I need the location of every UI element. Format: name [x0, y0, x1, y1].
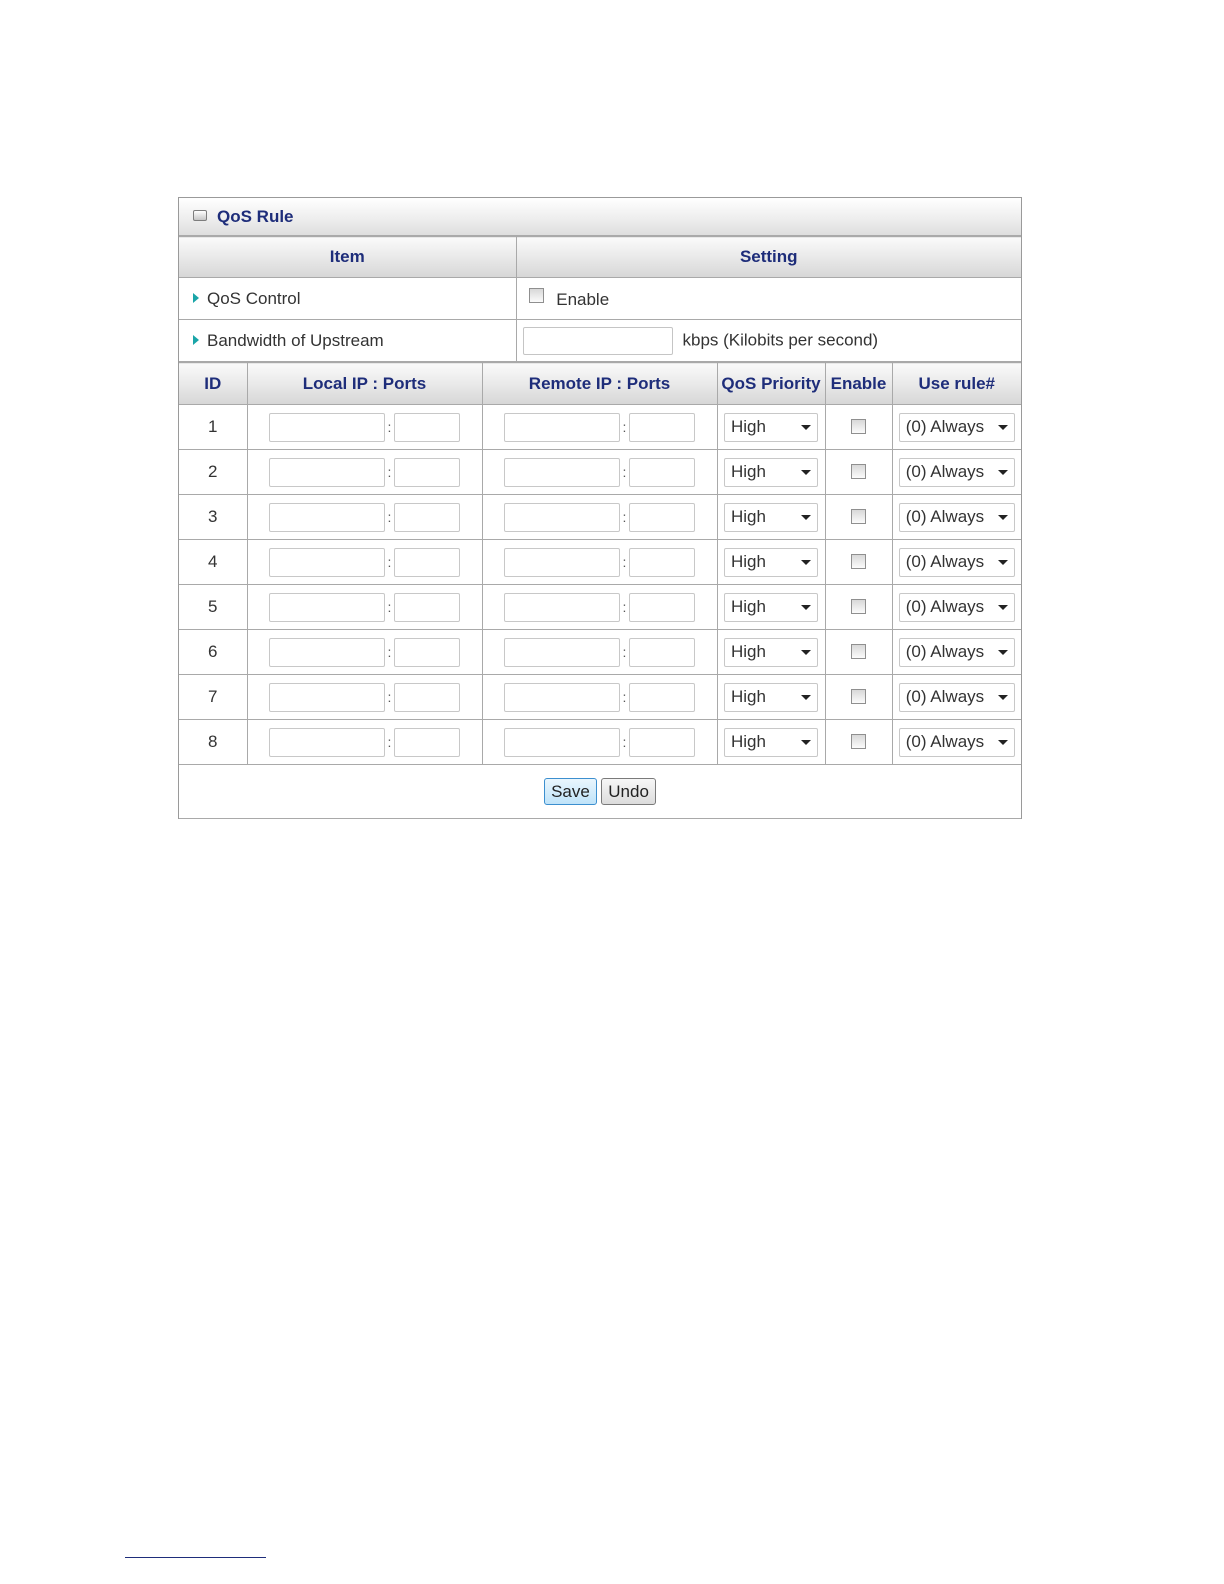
setting-column-header: Setting	[516, 237, 1021, 278]
rule-enable-checkbox[interactable]	[851, 554, 866, 569]
priority-value: High	[731, 552, 766, 571]
rules-table	[179, 362, 1021, 819]
enable-cell	[825, 675, 892, 720]
use-rule-value: (0) Always	[905, 507, 985, 526]
separator-colon: :	[387, 554, 392, 570]
separator-colon: :	[622, 509, 627, 525]
rule-id: 4	[179, 540, 247, 585]
use-rule-value: (0) Always	[905, 642, 985, 661]
rule-row	[179, 495, 1021, 540]
use-rule-select[interactable]	[899, 683, 1015, 712]
rules-header-row	[179, 363, 1021, 405]
button-row	[179, 765, 1021, 819]
local-ip-input[interactable]	[269, 413, 385, 442]
use-rule-value: (0) Always	[905, 687, 985, 706]
separator-colon: :	[387, 689, 392, 705]
remote-port-input[interactable]	[629, 728, 695, 757]
use-rule-select[interactable]	[899, 413, 1015, 442]
use-rule-value: (0) Always	[905, 552, 985, 571]
enable-cell	[825, 630, 892, 675]
remote-ip-input[interactable]	[504, 548, 620, 577]
local-ip-port-cell	[247, 675, 482, 720]
enable-cell	[825, 405, 892, 450]
priority-value: High	[731, 732, 766, 751]
remote-ip-port-cell	[482, 675, 717, 720]
bandwidth-unit: kbps (Kilobits per second)	[682, 329, 879, 349]
local-ip-port-cell	[247, 540, 482, 585]
rule-enable-checkbox[interactable]	[851, 689, 866, 704]
local-ip-port-cell	[247, 450, 482, 495]
remote-ip-input[interactable]	[504, 458, 620, 487]
separator-colon: :	[622, 644, 627, 660]
use-rule-select[interactable]	[899, 728, 1015, 757]
use-rule-cell	[892, 585, 1021, 630]
remote-column-header: Remote IP : Ports	[482, 363, 717, 405]
rule-enable-checkbox[interactable]	[851, 464, 866, 479]
qos-enable-label: Enable	[556, 289, 610, 309]
use-rule-select[interactable]	[899, 503, 1015, 532]
rule-row	[179, 540, 1021, 585]
qos-control-row	[179, 278, 1021, 320]
priority-select[interactable]	[724, 413, 818, 442]
rule-row	[179, 720, 1021, 765]
use-rule-select[interactable]	[899, 548, 1015, 577]
item-column-header: Item	[179, 237, 516, 278]
chevron-down-icon	[801, 605, 811, 610]
remote-ip-port-cell	[482, 720, 717, 765]
priority-column-header: QoS Priority	[717, 363, 825, 405]
priority-cell	[717, 450, 825, 495]
local-ip-input[interactable]	[269, 683, 385, 712]
chevron-down-icon	[998, 740, 1008, 745]
local-ip-input[interactable]	[269, 638, 385, 667]
remote-port-input[interactable]	[629, 683, 695, 712]
priority-select[interactable]	[724, 503, 818, 532]
local-port-input[interactable]	[394, 683, 460, 712]
priority-value: High	[731, 462, 766, 481]
qos-control-label-cell	[179, 278, 516, 320]
separator-colon: :	[622, 599, 627, 615]
rule-enable-checkbox[interactable]	[851, 419, 866, 434]
bullet-arrow-icon	[193, 335, 199, 345]
priority-value: High	[731, 417, 766, 436]
priority-select[interactable]	[724, 458, 818, 487]
enable-cell	[825, 540, 892, 585]
remote-ip-port-cell	[482, 585, 717, 630]
use-rule-value: (0) Always	[905, 732, 985, 751]
separator-colon: :	[622, 464, 627, 480]
priority-value: High	[731, 642, 766, 661]
undo-button[interactable]: Undo	[601, 778, 656, 805]
chevron-down-icon	[998, 425, 1008, 430]
rule-row	[179, 630, 1021, 675]
chevron-down-icon	[801, 740, 811, 745]
priority-value: High	[731, 687, 766, 706]
remote-port-input[interactable]	[629, 638, 695, 667]
button-cell	[179, 765, 1021, 819]
remote-port-input[interactable]	[629, 413, 695, 442]
bandwidth-label: Bandwidth of Upstream	[207, 330, 384, 350]
remote-ip-port-cell	[482, 495, 717, 540]
separator-colon: :	[622, 419, 627, 435]
panel-title: QoS Rule	[217, 206, 294, 226]
bandwidth-value-cell	[516, 320, 1021, 362]
chevron-down-icon	[801, 695, 811, 700]
local-ip-port-cell	[247, 630, 482, 675]
separator-colon: :	[387, 599, 392, 615]
footnote-separator	[125, 1557, 266, 1558]
remote-port-input[interactable]	[629, 593, 695, 622]
priority-cell	[717, 540, 825, 585]
remote-port-input[interactable]	[629, 458, 695, 487]
local-port-input[interactable]	[394, 413, 460, 442]
enable-cell	[825, 585, 892, 630]
rule-enable-checkbox[interactable]	[851, 734, 866, 749]
priority-cell	[717, 675, 825, 720]
qos-control-value-cell	[516, 278, 1021, 320]
remote-ip-port-cell	[482, 405, 717, 450]
separator-colon: :	[622, 554, 627, 570]
enable-column-header: Enable	[825, 363, 892, 405]
local-column-header: Local IP : Ports	[247, 363, 482, 405]
use-rule-cell	[892, 675, 1021, 720]
rules-body	[179, 405, 1021, 765]
local-port-input[interactable]	[394, 458, 460, 487]
rule-id: 3	[179, 495, 247, 540]
priority-cell	[717, 495, 825, 540]
remote-port-input[interactable]	[629, 503, 695, 532]
chevron-down-icon	[801, 425, 811, 430]
rule-id: 5	[179, 585, 247, 630]
local-ip-port-cell	[247, 405, 482, 450]
local-port-input[interactable]	[394, 503, 460, 532]
use-rule-value: (0) Always	[905, 462, 985, 481]
separator-colon: :	[622, 689, 627, 705]
local-port-input[interactable]	[394, 638, 460, 667]
qos-enable-checkbox[interactable]	[529, 288, 544, 303]
rule-enable-checkbox[interactable]	[851, 509, 866, 524]
priority-value: High	[731, 597, 766, 616]
use-rule-column-header: Use rule#	[892, 363, 1021, 405]
rule-row	[179, 675, 1021, 720]
separator-colon: :	[387, 419, 392, 435]
use-rule-cell	[892, 720, 1021, 765]
local-ip-input[interactable]	[269, 728, 385, 757]
priority-select[interactable]	[724, 593, 818, 622]
remote-ip-port-cell	[482, 540, 717, 585]
bandwidth-row	[179, 320, 1021, 362]
use-rule-cell	[892, 495, 1021, 540]
use-rule-select[interactable]	[899, 638, 1015, 667]
chevron-down-icon	[998, 515, 1008, 520]
window-icon	[193, 210, 207, 221]
separator-colon: :	[387, 509, 392, 525]
priority-value: High	[731, 507, 766, 526]
settings-header-row	[179, 237, 1021, 278]
priority-select[interactable]	[724, 683, 818, 712]
separator-colon: :	[387, 464, 392, 480]
local-ip-port-cell	[247, 720, 482, 765]
priority-cell	[717, 405, 825, 450]
enable-cell	[825, 450, 892, 495]
priority-cell	[717, 585, 825, 630]
local-ip-port-cell	[247, 495, 482, 540]
qos-control-label: QoS Control	[207, 288, 301, 308]
local-port-input[interactable]	[394, 548, 460, 577]
qos-rule-panel	[178, 197, 1022, 819]
use-rule-select[interactable]	[899, 593, 1015, 622]
local-port-input[interactable]	[394, 728, 460, 757]
chevron-down-icon	[998, 560, 1008, 565]
settings-table	[179, 236, 1021, 362]
local-ip-input[interactable]	[269, 503, 385, 532]
rule-id: 8	[179, 720, 247, 765]
chevron-down-icon	[998, 605, 1008, 610]
separator-colon: :	[387, 734, 392, 750]
save-button[interactable]: Save	[544, 778, 597, 805]
remote-ip-input[interactable]	[504, 503, 620, 532]
priority-cell	[717, 720, 825, 765]
use-rule-select[interactable]	[899, 458, 1015, 487]
chevron-down-icon	[801, 560, 811, 565]
remote-ip-port-cell	[482, 630, 717, 675]
rule-row	[179, 585, 1021, 630]
local-ip-input[interactable]	[269, 458, 385, 487]
bandwidth-label-cell	[179, 320, 516, 362]
separator-colon: :	[622, 734, 627, 750]
rule-enable-checkbox[interactable]	[851, 599, 866, 614]
local-ip-port-cell	[247, 585, 482, 630]
rule-row	[179, 450, 1021, 495]
rule-id: 1	[179, 405, 247, 450]
enable-cell	[825, 720, 892, 765]
remote-ip-input[interactable]	[504, 593, 620, 622]
remote-ip-input[interactable]	[504, 413, 620, 442]
priority-select[interactable]	[724, 728, 818, 757]
priority-select[interactable]	[724, 548, 818, 577]
remote-port-input[interactable]	[629, 548, 695, 577]
priority-select[interactable]	[724, 638, 818, 667]
separator-colon: :	[387, 644, 392, 660]
remote-ip-input[interactable]	[504, 683, 620, 712]
id-column-header: ID	[179, 363, 247, 405]
bullet-arrow-icon	[193, 293, 199, 303]
use-rule-cell	[892, 630, 1021, 675]
chevron-down-icon	[998, 695, 1008, 700]
use-rule-cell	[892, 450, 1021, 495]
local-port-input[interactable]	[394, 593, 460, 622]
bandwidth-input[interactable]	[523, 327, 673, 355]
remote-ip-port-cell	[482, 450, 717, 495]
local-ip-input[interactable]	[269, 548, 385, 577]
priority-cell	[717, 630, 825, 675]
chevron-down-icon	[998, 470, 1008, 475]
use-rule-value: (0) Always	[905, 417, 985, 436]
rule-enable-checkbox[interactable]	[851, 644, 866, 659]
chevron-down-icon	[801, 470, 811, 475]
panel-titlebar	[179, 198, 1021, 236]
remote-ip-input[interactable]	[504, 638, 620, 667]
use-rule-cell	[892, 405, 1021, 450]
chevron-down-icon	[998, 650, 1008, 655]
use-rule-cell	[892, 540, 1021, 585]
chevron-down-icon	[801, 515, 811, 520]
rule-id: 6	[179, 630, 247, 675]
use-rule-value: (0) Always	[905, 597, 985, 616]
local-ip-input[interactable]	[269, 593, 385, 622]
chevron-down-icon	[801, 650, 811, 655]
enable-cell	[825, 495, 892, 540]
rule-id: 7	[179, 675, 247, 720]
rule-id: 2	[179, 450, 247, 495]
rule-row	[179, 405, 1021, 450]
remote-ip-input[interactable]	[504, 728, 620, 757]
